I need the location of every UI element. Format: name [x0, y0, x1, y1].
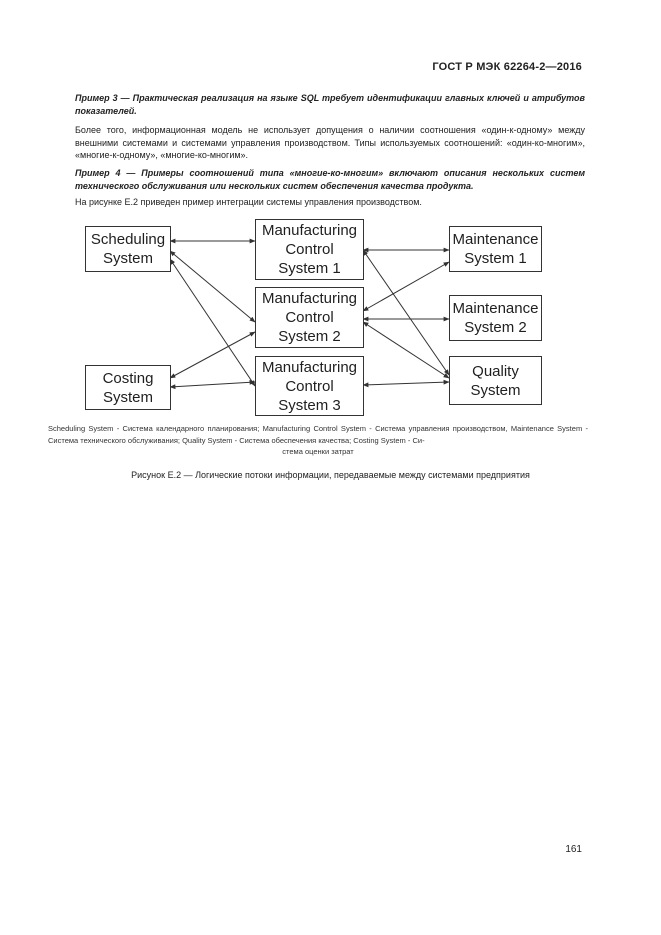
- maintenance-system-2-box: Maintenance System 2: [449, 295, 542, 341]
- relations-paragraph: Более того, информационная модель не использует допущения о наличии соотношения «один-к-одному» между внешними системами и системами управления производством. Типы используемых соотношений: «один-ко-многим», «многие-к-одному», «многие-ко-многим».: [75, 125, 585, 160]
- costing-system-box: Costing System: [85, 365, 171, 410]
- page-number: 161: [565, 844, 582, 855]
- legend-text: Scheduling System - Система календарного планирования; Manufacturing Control System - Система управления производством, Maintenance System - Система технического обслуживания; Quality System - Система обеспечения качества; Costing System - Си-: [48, 424, 588, 445]
- link-costing-mcs2: [170, 332, 255, 378]
- scheduling-system-box: Scheduling System: [85, 226, 171, 272]
- document-header: ГОСТ Р МЭК 62264-2—2016: [432, 61, 582, 73]
- diagram-legend: [48, 423, 588, 458]
- link-mcs2-quality: [363, 322, 449, 378]
- link-mcs1-quality: [363, 250, 449, 375]
- figure-caption: Рисунок Е.2 — Логические потоки информации, передаваемые между системами предприятия: [131, 470, 530, 480]
- maintenance-system-1-box: Maintenance System 1: [449, 226, 542, 272]
- example-4-note: Пример 4 — Примеры соотношений типа «многие-ко-многим» включают описания нескольких систем технического обслуживания или нескольких систем обеспечения качества продукта.: [75, 168, 585, 191]
- figure-intro-paragraph: На рисунке Е.2 приведен пример интеграции системы управления производством.: [75, 197, 422, 207]
- link-scheduling-mcs2: [170, 251, 255, 322]
- link-scheduling-mcs3: [170, 259, 255, 386]
- manufacturing-control-system-1-box: Manufacturing Control System 1: [255, 219, 364, 280]
- example-3-note: Пример 3 — Практическая реализация на языке SQL требует идентификации главных ключей и атрибутов показателей.: [75, 93, 585, 116]
- link-costing-mcs3: [170, 382, 255, 387]
- manufacturing-control-system-2-box: Manufacturing Control System 2: [255, 287, 364, 348]
- manufacturing-control-system-3-box: Manufacturing Control System 3: [255, 356, 364, 416]
- quality-system-box: Quality System: [449, 356, 542, 405]
- legend-tail: стема оценки затрат: [282, 447, 354, 456]
- link-mcs3-quality: [363, 382, 449, 385]
